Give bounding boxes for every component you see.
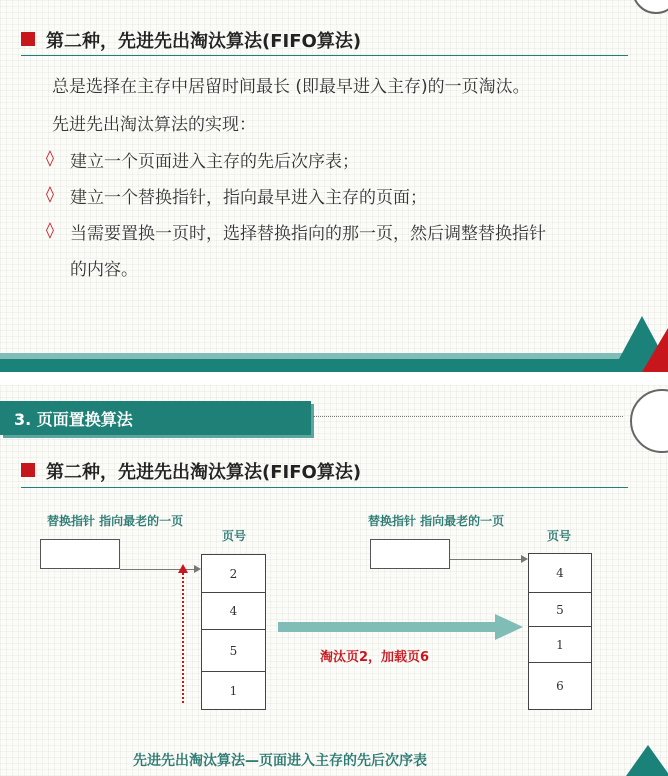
page-cell: 1 [202, 671, 265, 709]
page-number-label: 页号 [547, 529, 572, 543]
footer-band [0, 359, 668, 372]
pointer-label: 替换指针 指向最老的一页 [47, 514, 184, 528]
corner-triangle-dark [626, 745, 668, 776]
university-logo [632, 0, 668, 14]
replace-pointer-box [40, 539, 120, 569]
section-divider [313, 416, 623, 417]
page-cell: 4 [202, 592, 265, 629]
list-item: 当需要置换一页时，选择替换指向的那一页，然后调整替换指针 [70, 224, 546, 244]
diagram-caption: 先进先出淘汰算法—页面进入主存的先后次序表 [133, 753, 427, 769]
diamond-bullet-icon: ◊ [46, 220, 54, 239]
page-cell: 6 [529, 662, 591, 709]
page-order-table-after [528, 553, 592, 710]
slide-fifo-description [0, 0, 668, 372]
heading-underline [21, 55, 628, 56]
transition-arrow [278, 622, 496, 632]
heading-underline [21, 487, 628, 488]
fifo-definition: 总是选择在主存中居留时间最长 (即最早进入主存)的一页淘汰。 [52, 77, 530, 97]
list-item-continuation: 的内容。 [70, 260, 138, 280]
page-cell: 4 [556, 566, 564, 580]
pointer-arrow-line [450, 559, 522, 560]
corner-triangle-red [642, 328, 668, 372]
list-item: 建立一个替换指针，指向最早进入主存的页面； [70, 188, 427, 208]
heading-bullet [21, 463, 35, 477]
replace-pointer-box [370, 539, 450, 569]
heading-bullet [21, 32, 35, 46]
implementation-title: 先进先出淘汰算法的实现： [52, 115, 256, 135]
transition-arrowhead [495, 614, 523, 640]
pointer-arrowhead [194, 565, 201, 573]
page-number-label: 页号 [222, 529, 247, 543]
page-cell: 2 [229, 566, 238, 581]
diamond-bullet-icon: ◊ [46, 184, 54, 203]
slide-heading: 第二种，先进先出淘汰算法(FIFO算法) [46, 462, 362, 483]
pointer-arrowhead [521, 555, 528, 563]
list-item: 建立一个页面进入主存的先后次序表； [70, 152, 359, 172]
pointer-label: 替换指针 指向最老的一页 [368, 514, 505, 528]
diamond-bullet-icon: ◊ [46, 148, 54, 167]
page-cell: 5 [529, 592, 591, 626]
slide-heading: 第二种，先进先出淘汰算法(FIFO算法) [46, 31, 362, 52]
replace-action-label: 淘汰页2，加载页6 [320, 650, 430, 665]
university-logo [630, 389, 668, 453]
page-cell: 5 [202, 629, 265, 671]
red-dotted-arrow [182, 573, 184, 703]
section-title: 3. 页面置换算法 [0, 401, 311, 435]
red-up-arrowhead [178, 564, 188, 573]
page-cell: 1 [529, 626, 591, 662]
slide-fifo-diagram [0, 385, 668, 776]
page-order-table-before [201, 554, 266, 710]
